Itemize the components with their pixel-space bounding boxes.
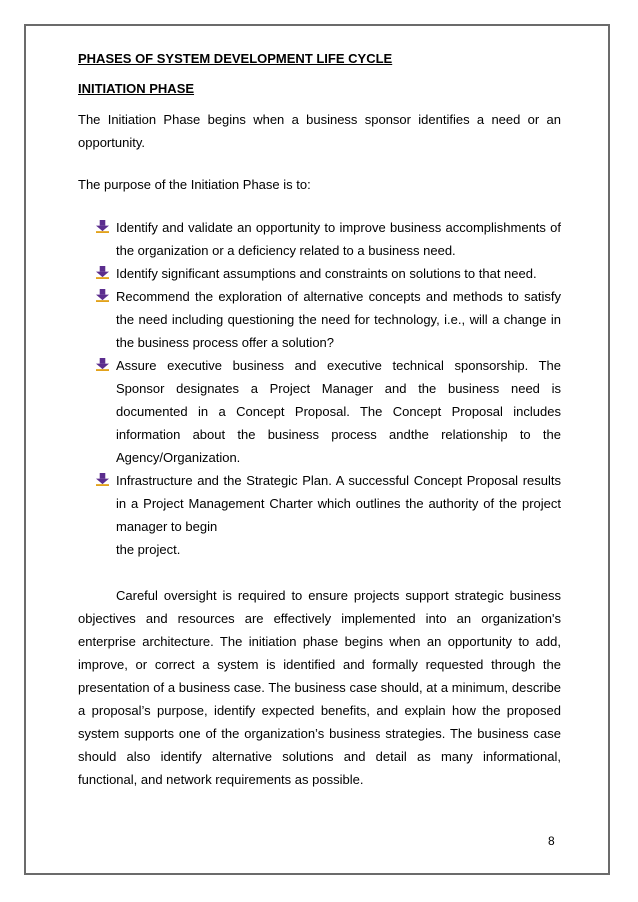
list-item	[78, 285, 561, 354]
intro-paragraph: The Initiation Phase begins when a business sponsor identifies a need or an opportunity.	[78, 112, 561, 150]
closing-paragraph: Careful oversight is required to ensure projects support strategic business objectives and resources are effectively implemented into an organization's enterprise architecture. The initiation phase begins when an opportunity to add, improve, or correct a system is identified and formally requested through the presentation of a business case. The business case should, at a minimum, describe a proposal’s purpose, identify expected benefits, and explain how the proposed system supports one of the organization’s business strategies. The business case should also identify alternative solutions and detail as many informational, functional, and network requirements as possible.	[78, 588, 561, 787]
list-item-text: Assure executive business and executive technical sponsorship. The Sponsor designates a Project Manager and the business need is documented in a Concept Proposal. The Concept Proposal includes information about the business process andthe relationship to the Agency/Organization.	[116, 358, 561, 465]
document-title: PHASES OF SYSTEM DEVELOPMENT LIFE CYCLE	[78, 51, 393, 66]
list-item-text: Infrastructure and the Strategic Plan. A successful Concept Proposal results in a Project Management Charter which outlines the authority of the project manager to begin	[116, 473, 561, 534]
list-item-text: Identify significant assumptions and constraints on solutions to that need.	[116, 266, 537, 281]
list-item	[78, 354, 561, 469]
list-item-text: the project.	[116, 542, 181, 557]
arrow-down-icon	[96, 473, 109, 486]
list-item-text: Recommend the exploration of alternative concepts and methods to satisfy the need including questioning the need for technology, i.e., will a change in the business process offer a solution?	[116, 289, 561, 350]
arrow-down-icon	[96, 289, 109, 302]
arrow-down-icon	[96, 358, 109, 371]
list-item	[78, 469, 561, 538]
page-number: 8	[548, 834, 555, 848]
list-item	[78, 216, 561, 262]
purpose-list	[78, 216, 561, 561]
section-heading: INITIATION PHASE	[78, 81, 195, 96]
arrow-down-icon	[96, 266, 109, 279]
arrow-down-icon	[96, 220, 109, 233]
list-item	[78, 262, 561, 285]
list-item-continuation	[78, 538, 561, 561]
page-content	[78, 48, 561, 791]
purpose-lead: The purpose of the Initiation Phase is to:	[78, 177, 311, 192]
list-item-text: Identify and validate an opportunity to improve business accomplishments of the organization or a deficiency related to a business need.	[116, 220, 561, 258]
